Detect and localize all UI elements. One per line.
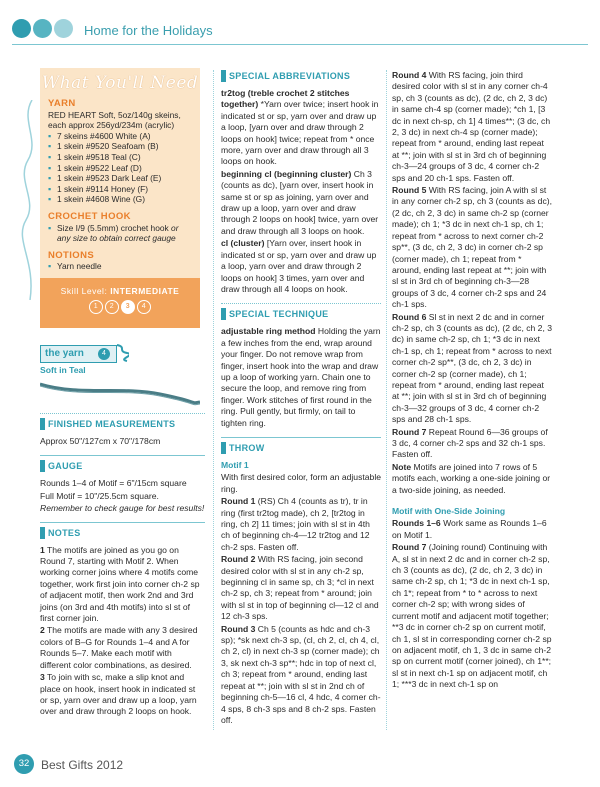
- motif-joining-heading: Motif with One-Side Joining: [392, 506, 506, 517]
- hook-heading: CROCHET HOOK: [48, 210, 131, 222]
- abbr-def: [Yarn over, insert hook in indicated st or sp, yarn over and draw up a loop, yarn over and draw through 2 loops on hook] 3 times, yarn over and draw through all 4 loops on hook.: [221, 238, 377, 294]
- skill-value: INTERMEDIATE: [110, 286, 180, 296]
- round-label: Round 1: [221, 496, 256, 507]
- note-number: 3: [40, 672, 45, 683]
- list-item: ▪ 1 skein #9114 Honey (F): [48, 184, 192, 195]
- abbr-entry: [221, 238, 381, 295]
- yarn-heading: YARN: [48, 98, 76, 109]
- note-2: [40, 625, 205, 671]
- yarn-list: [48, 131, 192, 205]
- skill-circle-active: 3: [121, 300, 135, 314]
- list-item: ▪ 1 skein #9520 Seafoam (B): [48, 141, 192, 152]
- note-3: [40, 672, 205, 718]
- skill-label: Skill Level:: [60, 286, 108, 296]
- header-rule: [12, 44, 588, 45]
- list-item: [48, 223, 192, 244]
- header-dots: [12, 19, 73, 38]
- round-text: With RS facing, join A with sl st in any corner ch-2 sp, ch 3 (counts as dc), (2 dc, ch 2, 3 dc) in same ch-2 sp (corner made); ch 1; *3 dc in next ch-1 sp, ch 1; repeat from * across to next corner ch-2 sp**, (3 dc, ch 2, 3 dc) in corner ch-2 sp (corner made), ch 1; repeat from * around, ending last repeat at **; join with sl st in 3rd ch of beginning ch-3—28 groups of 3 dc, 4 corner ch-2 sps and 24 ch-1 sps.: [392, 185, 553, 310]
- finished-heading: FINISHED MEASUREMENTS: [40, 418, 205, 430]
- note-text: Motifs are joined into 7 rows of 5 motifs each, working a one-side joining or a two-side joining, as needed.: [392, 461, 551, 495]
- round-label: Round 3: [221, 623, 256, 634]
- round: [392, 518, 552, 541]
- hook-size: Size I/9 (5.5mm) crochet hook: [57, 222, 172, 233]
- list-item: ▪ 7 skeins #4600 White (A): [48, 131, 192, 142]
- motif-intro: With first desired color, form an adjustable ring.: [221, 472, 382, 494]
- abbreviations-heading: SPECIAL ABBREVIATIONS: [221, 70, 381, 82]
- round: [221, 496, 381, 553]
- round: [392, 312, 552, 426]
- motif-heading: Motif 1: [221, 459, 249, 470]
- abbr-entry: [221, 88, 381, 168]
- note-label: Note: [392, 461, 412, 472]
- skill-level: [40, 286, 200, 314]
- round: [392, 70, 552, 184]
- technique-def: Holding the yarn a few inches from the end, wrap around your finger. Do not remove wrap from finger, insert hook into the wrap and draw up a loop of working yarn. Chain one to secure the loop, and remove ring from finger. Work stitches of first round in the ring. Pull gently, but firmly, on tail to tighten ring.: [221, 326, 381, 428]
- abbr-term: cl (cluster): [221, 238, 265, 249]
- round-label: Round 4: [392, 70, 427, 80]
- skill-circle: 1: [89, 300, 103, 314]
- page-header-title: Home for the Holidays: [84, 23, 213, 38]
- round-label: Rounds 1–6: [392, 518, 441, 529]
- note-text: The motifs are made with any 3 desired colors of B–G for Rounds 1–4 and A for Rounds 5–7. Make each motif with different color combinations, as desired.: [40, 625, 198, 670]
- right-column: [392, 70, 552, 692]
- round-label: Round 6: [392, 311, 427, 322]
- note: [392, 462, 552, 496]
- note-text: The motifs are joined as you go on Round 7, starting with Motif 2. When working corner joins where 4 motifs come together, work first join into corner ch-2 sp of adjacent motif, then work 2nd and 3rd joins (on 3rd and 4th motifs) into sl st of first corner join.: [40, 544, 200, 624]
- yarn-tag-label: the yarn: [45, 348, 84, 359]
- technique-term: adjustable ring method: [221, 326, 316, 337]
- note-text: To join with sc, make a slip knot and place on hook, insert hook in indicated st or sp, yarn over and draw up a loop, yarn over and draw through 2 loops on hook.: [40, 672, 197, 717]
- note-number: 1: [40, 544, 45, 555]
- page-number: 32: [14, 754, 34, 774]
- header-dot: [33, 19, 52, 38]
- round: [392, 542, 552, 690]
- abbr-entry: [221, 169, 381, 237]
- round: [392, 427, 552, 461]
- column-divider: [213, 70, 214, 730]
- list-item: ▪ Yarn needle: [48, 261, 192, 272]
- abbr-def: *Yarn over twice; insert hook in indicated st or sp, yarn over and draw up a loop, [yarn over and draw through 2 loops on hook] twice; repeat from * once more, yarn over and draw through all 3 loops on hook.: [221, 99, 379, 167]
- technique-heading: SPECIAL TECHNIQUE: [221, 308, 381, 320]
- yarn-description: RED HEART Soft, 5oz/140g skeins, each approx 256yd/234m (acrylic): [48, 109, 181, 131]
- yarn-swatch: [40, 376, 200, 406]
- technique-entry: [221, 326, 381, 429]
- round-text: Ch 5 (counts as hdc and ch-3 sp); *sk next ch-3 sp, (cl, ch 2, cl, ch 4, cl, ch 2, cl) in next ch-3 sp (corner made); ch 3, sk next ch-3 sp**; hdc in top of next cl, ch 3; repeat from * around, ending last repeat at **; join with sl st in 2nd ch of beginning ch-5—16 cl, 4 hdc, 4 corner ch-4 sps, 8 ch-3 sps and 8 ch-2 sps. Fasten off.: [221, 623, 381, 725]
- round: [392, 185, 552, 310]
- note-1: [40, 545, 205, 625]
- abbr-def: Ch 3 (counts as dc), [yarn over, insert hook in same st or sp as joining, yarn over and draw up a loop, yarn over and draw through 2 loops on hook] twice, yarn over and draw through all 3 loops on hook.: [221, 168, 379, 236]
- list-item: ▪ 1 skein #9522 Leaf (D): [48, 163, 192, 174]
- round: [221, 554, 381, 622]
- round: [221, 624, 381, 727]
- hook-list: [48, 223, 192, 244]
- round-text: Repeat Round 6—36 groups of 3 dc, 4 corner ch-2 sps and 32 ch-1 sps. Fasten off.: [392, 426, 548, 460]
- round-label: Round 7: [392, 426, 427, 437]
- notions-heading: NOTIONS: [48, 249, 95, 261]
- round-label: Round 2: [221, 554, 256, 565]
- round-text: With RS facing, join second desired color with sl st in any ch-2 sp, beginning cl in same sp, ch 3; *cl in next ch-2 sp, ch 3; repeat from * around; join with sl st in top of beginning cl—12 cl and 12 ch-3 sps.: [221, 554, 379, 622]
- round-text: With RS facing, join third desired color with sl st in any corner ch-4 sp, ch 3 (counts as dc), (2 dc, ch 2, 3 dc) in same ch-4 sp (corner made); *ch 1, [3 dc in next ch-sp, ch 1] 4 times**; (3 dc, ch 2, 3 dc) in next ch-4 sp (corner made); repeat from * around, ending last repeat at **; join with sl st in 3rd ch of beginning ch-3—24 groups of 3 dc, 4 corner ch-2 sps and 20 ch-1 sps. Fasten off.: [392, 70, 551, 183]
- header-dot: [12, 19, 31, 38]
- list-item: ▪ 1 skein #9523 Dark Leaf (E): [48, 173, 192, 184]
- footer-title: Best Gifts 2012: [41, 758, 124, 772]
- note-number: 2: [40, 625, 45, 636]
- notes-heading: NOTES: [40, 527, 205, 539]
- hook-note: or any size to obtain correct gauge: [57, 222, 179, 244]
- round-text: (Joining round) Continuing with A, sl st in next 2 dc and in corner ch-2 sp, ch 3 (counts as dc), (2 dc, ch 2, 3 dc) in same ch-2 sp, ch 1; *3 dc in next ch-1 sp, ch 1*; repeat from * to * across to next corner ch-2 sp; with wrong sides of current motif and adjacent motif together; **3 dc in corner ch-2 sp on current motif, ch 1, sl st in corresponding corner ch-2 sp on adjacent motif, ch 1, 3 dc in same ch-2 sp on current motif (corner joined), ch 1**; sl st in next ch-1 sp on adjacent motif, ch 1; ***3 dc in next ch-1 sp on: [392, 542, 552, 690]
- gauge-line: Rounds 1–4 of Motif = 6"/15cm square: [40, 478, 187, 489]
- need-title: What You'll Need: [41, 73, 199, 93]
- list-item: ▪ 1 skein #9518 Teal (C): [48, 152, 192, 163]
- list-item: ▪ 1 skein #4608 Wine (G): [48, 194, 192, 205]
- gauge-heading: GAUGE: [40, 460, 205, 472]
- skill-circle: 4: [137, 300, 151, 314]
- abbr-term: tr2tog (treble crochet 2 stitches together): [221, 88, 350, 110]
- gauge-note: Remember to check gauge for best results!: [40, 503, 205, 514]
- round-text: (RS) Ch 4 (counts as tr), tr in ring (first tr2tog made), ch 2, [tr2tog in ring, ch 2] 11 times; join with sl st in 4th ch of beginning ch-4—12 tr2tog and 12 ch-2 sps. Fasten off.: [221, 496, 370, 552]
- round-text: Sl st in next 2 dc and in corner ch-2 sp, ch 3 (counts as dc), (2 dc, ch 2, 3 dc) in same ch-2 sp, ch 1; *3 dc in next ch-1 sp, ch 1; repeat from * across to next corner ch-2 sp**, (3 dc, ch 2, 3 dc) in corner ch-2 sp (corner made), ch 1; repeat from * around, ending last repeat at **; join with sl st in 3rd ch of beginning ch-3—32 groups of 3 dc, 4 corner ch-2 sps and 28 ch-1 sps.: [392, 311, 553, 425]
- skill-circles: [40, 300, 200, 314]
- throw-heading: THROW: [221, 442, 381, 454]
- round-label: Round 7: [392, 542, 427, 553]
- gauge-line: Full Motif = 10"/25.5cm square.: [40, 490, 159, 501]
- skill-circle: 2: [105, 300, 119, 314]
- yarn-ball-icon: [115, 343, 129, 363]
- round-text: Work same as Rounds 1–6 on Motif 1.: [392, 518, 547, 540]
- squiggle-decoration: [10, 100, 40, 300]
- left-column: [40, 413, 205, 719]
- round-label: Round 5: [392, 185, 427, 196]
- notions-list: [48, 261, 192, 272]
- yarn-weight-badge: 4: [98, 348, 110, 360]
- column-divider: [386, 70, 387, 730]
- abbr-term: beginning cl (beginning cluster): [221, 168, 352, 179]
- finished-text: Approx 50"/127cm x 70"/178cm: [40, 436, 161, 446]
- yarn-swatch-caption: Soft in Teal: [40, 365, 86, 375]
- header-dot: [54, 19, 73, 38]
- yarn-tag: [40, 345, 117, 363]
- middle-column: [221, 70, 381, 727]
